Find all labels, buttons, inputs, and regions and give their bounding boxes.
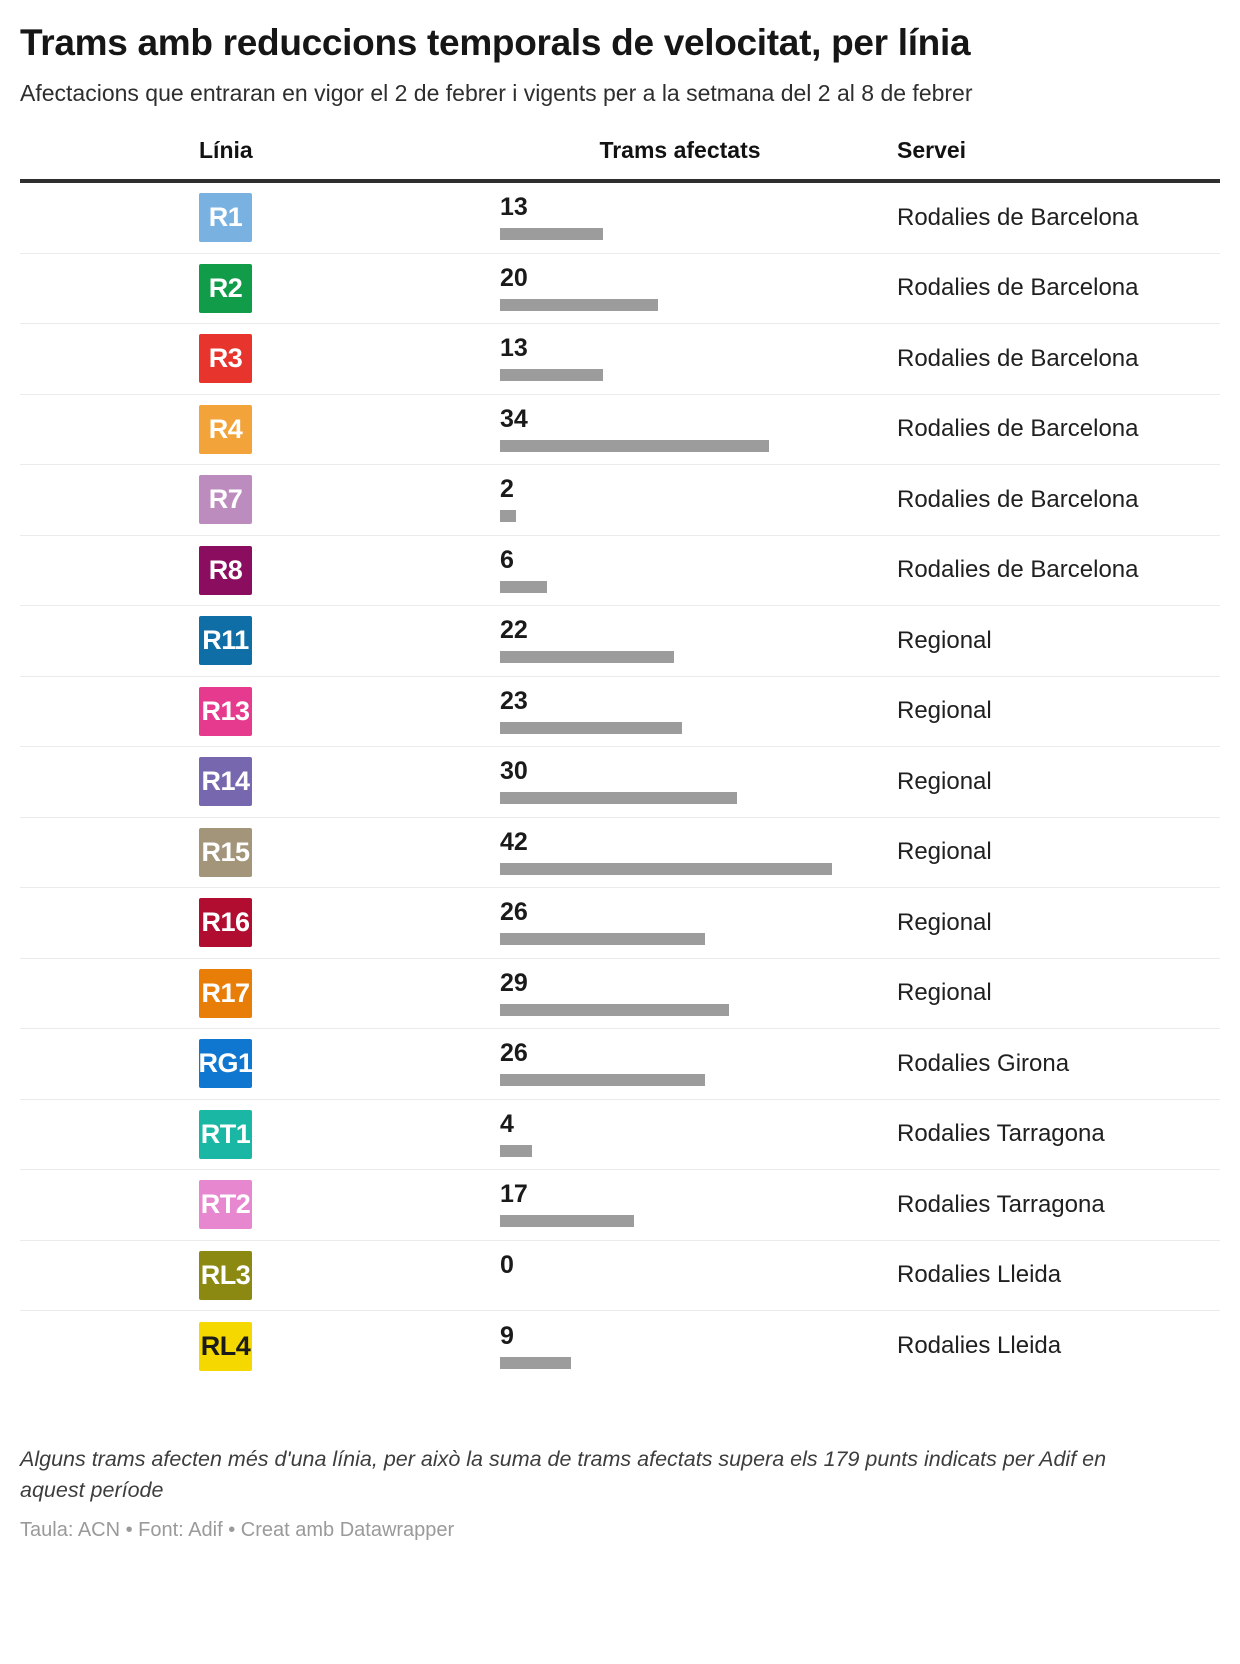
trams-bar bbox=[500, 1004, 729, 1016]
line-cell bbox=[20, 546, 465, 595]
trams-bar bbox=[500, 1145, 532, 1157]
line-badge: R7 bbox=[199, 475, 252, 524]
trams-cell bbox=[465, 477, 895, 522]
service-cell: Regional bbox=[897, 979, 992, 1007]
trams-cell bbox=[465, 900, 895, 945]
trams-value: 6 bbox=[500, 545, 514, 574]
table-row bbox=[20, 888, 1220, 959]
table-row bbox=[20, 606, 1220, 677]
service-cell: Rodalies de Barcelona bbox=[897, 203, 1139, 231]
line-badge: RL3 bbox=[199, 1251, 252, 1300]
line-cell bbox=[20, 475, 465, 524]
service-cell: Regional bbox=[897, 697, 992, 725]
trams-cell bbox=[465, 545, 895, 593]
table-row bbox=[20, 747, 1220, 818]
trams-value: 22 bbox=[500, 616, 528, 645]
line-cell bbox=[20, 334, 465, 383]
service-cell: Rodalies de Barcelona bbox=[897, 415, 1139, 443]
table-row bbox=[20, 1100, 1220, 1171]
line-cell bbox=[20, 616, 465, 665]
service-cell: Rodalies de Barcelona bbox=[897, 556, 1139, 584]
line-badge: R15 bbox=[199, 828, 252, 877]
line-badge: RT1 bbox=[199, 1110, 252, 1159]
table-row bbox=[20, 395, 1220, 466]
table-row bbox=[20, 183, 1220, 254]
trams-value: 0 bbox=[500, 1250, 514, 1279]
trams-value: 13 bbox=[500, 193, 528, 222]
trams-bar bbox=[500, 722, 682, 734]
line-badge: R8 bbox=[199, 546, 252, 595]
service-cell: Rodalies Lleida bbox=[897, 1332, 1062, 1360]
column-header-servei: Servei bbox=[897, 137, 967, 163]
line-badge: RL4 bbox=[199, 1322, 252, 1371]
footnote: Alguns trams afecten més d'una línia, per això la suma de trams afectats supera els 179 punts indicats per Adif en aquest període bbox=[20, 1446, 1107, 1502]
trams-value: 42 bbox=[500, 827, 528, 856]
table-row bbox=[20, 1311, 1220, 1382]
service-cell: Rodalies Tarragona bbox=[897, 1120, 1105, 1148]
table-row bbox=[20, 254, 1220, 325]
line-cell bbox=[20, 1039, 465, 1088]
trams-cell bbox=[465, 1109, 895, 1157]
line-badge: R11 bbox=[199, 616, 252, 665]
line-cell bbox=[20, 898, 465, 947]
table-row bbox=[20, 1029, 1220, 1100]
line-badge: R16 bbox=[199, 898, 252, 947]
trams-bar bbox=[500, 440, 769, 452]
page-title: Trams amb reduccions temporals de velocitat, per línia bbox=[20, 22, 971, 63]
trams-bar bbox=[500, 1215, 634, 1227]
line-badge: R14 bbox=[199, 757, 252, 806]
table-row bbox=[20, 818, 1220, 889]
trams-value: 29 bbox=[500, 968, 528, 997]
trams-cell bbox=[465, 263, 895, 311]
trams-bar bbox=[500, 510, 516, 522]
table-row bbox=[20, 959, 1220, 1030]
line-cell bbox=[20, 828, 465, 877]
line-badge: RT2 bbox=[199, 1180, 252, 1229]
trams-bar bbox=[500, 863, 832, 875]
table-row bbox=[20, 677, 1220, 748]
line-badge: R4 bbox=[199, 405, 252, 454]
trams-bar bbox=[500, 792, 737, 804]
table-header-row bbox=[20, 137, 1220, 183]
page-subtitle: Afectacions que entraran en vigor el 2 de febrer i vigents per a la setmana del 2 al 8 de febrer bbox=[20, 80, 973, 106]
trams-bar bbox=[500, 299, 658, 311]
trams-value: 13 bbox=[500, 334, 528, 363]
service-cell: Rodalies de Barcelona bbox=[897, 485, 1139, 513]
service-cell: Rodalies Lleida bbox=[897, 1261, 1062, 1289]
trams-value: 26 bbox=[500, 1039, 528, 1068]
table-row bbox=[20, 465, 1220, 536]
trams-value: 4 bbox=[500, 1109, 514, 1138]
line-cell bbox=[20, 405, 465, 454]
line-badge: RG1 bbox=[199, 1039, 252, 1088]
line-cell bbox=[20, 969, 465, 1018]
credit-line: Taula: ACN • Font: Adif • Creat amb Datawrapper bbox=[20, 1518, 455, 1541]
service-cell: Regional bbox=[897, 908, 992, 936]
trams-cell bbox=[465, 968, 895, 1016]
trams-value: 17 bbox=[500, 1180, 528, 1209]
service-cell: Rodalies de Barcelona bbox=[897, 344, 1139, 372]
trams-bar bbox=[500, 228, 603, 240]
trams-bar bbox=[500, 933, 705, 945]
trams-cell bbox=[465, 618, 895, 663]
trams-cell bbox=[465, 686, 895, 734]
line-cell bbox=[20, 264, 465, 313]
table-body bbox=[20, 183, 1220, 1382]
trams-bar bbox=[500, 651, 674, 663]
trams-value: 23 bbox=[500, 686, 528, 715]
service-cell: Rodalies Girona bbox=[897, 1049, 1070, 1077]
trams-cell bbox=[465, 759, 895, 804]
line-badge: R17 bbox=[199, 969, 252, 1018]
table-row bbox=[20, 1241, 1220, 1312]
trams-bar bbox=[500, 1074, 705, 1086]
trams-value: 2 bbox=[500, 475, 514, 504]
trams-cell bbox=[465, 336, 895, 381]
trams-cell bbox=[465, 1321, 895, 1369]
trams-cell bbox=[465, 195, 895, 240]
table-row bbox=[20, 1170, 1220, 1241]
line-badge: R13 bbox=[199, 687, 252, 736]
line-cell bbox=[20, 1180, 465, 1229]
lines-table bbox=[20, 137, 1220, 1382]
table-row bbox=[20, 324, 1220, 395]
trams-cell bbox=[465, 1182, 895, 1227]
service-cell: Regional bbox=[897, 767, 992, 795]
column-header-trams-afectats: Trams afectats bbox=[599, 137, 761, 163]
line-cell bbox=[20, 687, 465, 736]
trams-bar bbox=[500, 369, 603, 381]
trams-cell bbox=[465, 827, 895, 875]
service-cell: Regional bbox=[897, 838, 992, 866]
trams-value: 20 bbox=[500, 263, 528, 292]
service-cell: Rodalies de Barcelona bbox=[897, 274, 1139, 302]
trams-value: 30 bbox=[500, 757, 528, 786]
line-badge: R2 bbox=[199, 264, 252, 313]
trams-bar bbox=[500, 581, 547, 593]
table-row bbox=[20, 536, 1220, 607]
trams-cell bbox=[465, 1041, 895, 1086]
trams-cell bbox=[465, 404, 895, 452]
line-badge: R1 bbox=[199, 193, 252, 242]
line-cell bbox=[20, 1110, 465, 1159]
service-cell: Regional bbox=[897, 626, 992, 654]
line-cell bbox=[20, 1251, 465, 1300]
line-cell bbox=[20, 1322, 465, 1371]
line-cell bbox=[20, 193, 465, 242]
trams-value: 9 bbox=[500, 1321, 514, 1350]
column-header-linia: Línia bbox=[199, 137, 253, 163]
trams-value: 34 bbox=[500, 404, 528, 433]
trams-bar bbox=[500, 1357, 571, 1369]
line-cell bbox=[20, 757, 465, 806]
service-cell: Rodalies Tarragona bbox=[897, 1190, 1105, 1218]
trams-cell bbox=[465, 1250, 895, 1298]
trams-value: 26 bbox=[500, 898, 528, 927]
line-badge: R3 bbox=[199, 334, 252, 383]
